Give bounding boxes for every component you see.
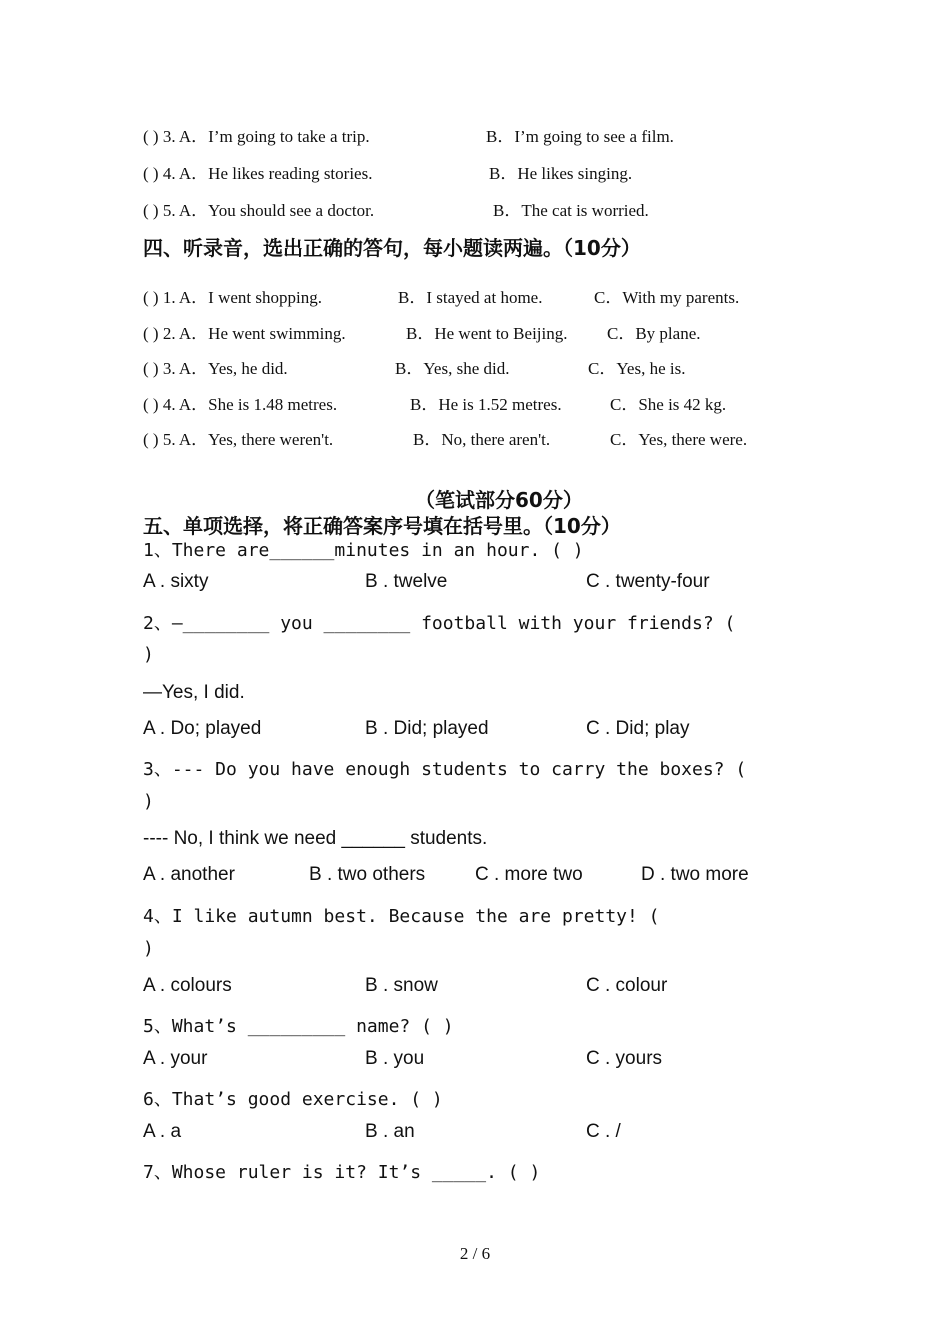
option-a: ( ) 3. A．Yes, he did.	[143, 359, 288, 378]
question-1-options	[143, 571, 710, 593]
option-c: C . twenty-four	[586, 571, 710, 592]
question-5-stem: 5、What’s _________ name? ( )	[143, 1016, 454, 1037]
option-b: B . twelve	[365, 571, 448, 592]
option-b: B . an	[365, 1121, 415, 1142]
option-b: B．No, there aren't.	[413, 430, 551, 449]
option-c: C . /	[586, 1121, 621, 1142]
option-b: B . two others	[309, 864, 426, 885]
question-1-stem: 1、There are______minutes in an hour. ( )	[143, 540, 584, 561]
section4-item-3	[143, 354, 686, 379]
option-b: B . Did; played	[365, 718, 489, 739]
option-b: B．He is 1.52 metres.	[410, 395, 562, 414]
option-a: ( ) 2. A．He went swimming.	[143, 324, 346, 343]
written-part-heading: （笔试部分60分）	[415, 488, 583, 512]
question-5-options	[143, 1048, 663, 1070]
section4-title: 四、听录音，选出正确的答句，每小题读两遍。（10分）	[143, 236, 641, 260]
option-c: C . more two	[475, 864, 583, 885]
question-2-reply: —Yes, I did.	[143, 682, 245, 703]
option-c: C．By plane.	[607, 324, 701, 343]
option-c: C . yours	[586, 1048, 663, 1069]
question-2-options	[143, 718, 690, 740]
option-a: ( ) 3. A．I’m going to take a trip.	[143, 127, 370, 146]
question-4-stem: 4、I like autumn best. Because the are pretty! (	[143, 906, 660, 927]
option-a: A . Do; played	[143, 718, 262, 739]
option-a: ( ) 5. A．You should see a doctor.	[143, 201, 375, 220]
option-b: B．The cat is worried.	[493, 201, 649, 220]
option-a: A . a	[143, 1121, 182, 1142]
question-4-paren: )	[143, 938, 154, 959]
option-c: C．With my parents.	[594, 288, 740, 307]
section4-item-4	[143, 390, 727, 415]
section4-item-2	[143, 319, 701, 344]
option-b: B．Yes, she did.	[395, 359, 510, 378]
listen3-item-5	[143, 196, 649, 221]
option-a: ( ) 4. A．She is 1.48 metres.	[143, 395, 338, 414]
question-2-stem: 2、—________ you ________ football with your friends? (	[143, 613, 736, 634]
question-2-paren: )	[143, 644, 154, 665]
option-b: B．He went to Beijing.	[406, 324, 568, 343]
option-b: B . you	[365, 1048, 425, 1069]
question-3-options	[143, 864, 749, 886]
question-3-reply: ---- No, I think we need ______ students.	[143, 828, 488, 849]
question-4-options	[143, 975, 668, 997]
section4-item-1	[143, 283, 740, 308]
option-d: D . two more	[641, 864, 749, 885]
section5-title: 五、单项选择，将正确答案序号填在括号里。（10分）	[143, 514, 621, 538]
option-a: ( ) 4. A．He likes reading stories.	[143, 164, 373, 183]
option-a: A . another	[143, 864, 235, 885]
option-b: B．He likes singing.	[489, 164, 633, 183]
option-a: A . sixty	[143, 571, 209, 592]
option-c: C . colour	[586, 975, 668, 996]
option-c: C．Yes, he is.	[588, 359, 686, 378]
option-b: B．I’m going to see a film.	[486, 127, 674, 146]
option-a: ( ) 5. A．Yes, there weren't.	[143, 430, 334, 449]
option-c: C．She is 42 kg.	[610, 395, 727, 414]
listen3-item-4	[143, 159, 633, 184]
question-3-stem: 3、--- Do you have enough students to carry the boxes? (	[143, 759, 747, 780]
option-a: A . your	[143, 1048, 208, 1069]
option-c: C．Yes, there were.	[610, 430, 748, 449]
question-6-options	[143, 1121, 621, 1143]
option-b: B．I stayed at home.	[398, 288, 543, 307]
option-a: A . colours	[143, 975, 232, 996]
option-b: B . snow	[365, 975, 438, 996]
listen3-item-3	[143, 122, 674, 147]
option-a: ( ) 1. A．I went shopping.	[143, 288, 322, 307]
question-3-paren: )	[143, 791, 154, 812]
page-number: 2 / 6	[459, 1244, 491, 1263]
question-6-stem: 6、That’s good exercise. ( )	[143, 1089, 443, 1110]
option-c: C . Did; play	[586, 718, 690, 739]
question-7-stem: 7、Whose ruler is it? It’s _____. ( )	[143, 1162, 541, 1183]
section4-item-5	[143, 425, 748, 450]
